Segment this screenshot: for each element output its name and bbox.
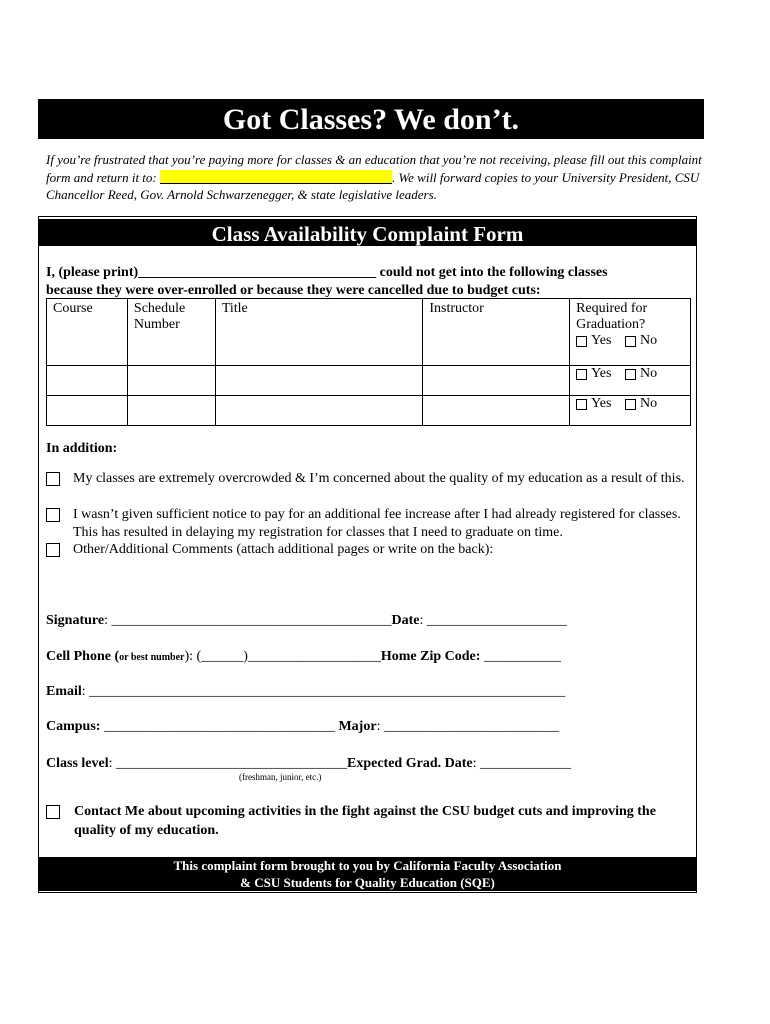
class-level-hint: (freshman, junior, etc.) bbox=[239, 772, 322, 782]
checkbox-icon[interactable] bbox=[46, 805, 60, 819]
checkbox-icon[interactable] bbox=[46, 543, 60, 557]
table-header-row bbox=[47, 299, 691, 366]
col-required bbox=[570, 299, 691, 366]
checkbox-icon[interactable] bbox=[46, 508, 60, 522]
yes-option[interactable]: Yes bbox=[576, 366, 611, 382]
checkbox-icon[interactable] bbox=[576, 336, 587, 347]
col-instructor: Instructor bbox=[423, 299, 570, 366]
intro-text bbox=[46, 151, 706, 204]
email-row[interactable]: Email: ____________________________________________________________________ bbox=[46, 684, 566, 699]
checkbox-icon[interactable] bbox=[625, 369, 636, 380]
intro-part2: . We will forward copies to your University President, CSU Chancellor Reed, Gov. Arnold Schwarzenegger, & state legislative leaders. bbox=[46, 169, 700, 202]
classes-table bbox=[46, 298, 691, 426]
reason-line: because they were over-enrolled or because they were cancelled due to budget cuts: bbox=[46, 283, 541, 298]
class-level-row[interactable]: Class level: _________________________________Expected Grad. Date: _____________ bbox=[46, 756, 571, 771]
cell-phone-row[interactable]: Cell Phone (or best number): (______)___________________Home Zip Code: ___________ bbox=[46, 649, 561, 664]
name-line[interactable]: I, (please print)__________________________________ could not get into the following classes bbox=[46, 265, 608, 280]
title-cell[interactable] bbox=[215, 396, 423, 426]
schedule-cell[interactable] bbox=[127, 396, 215, 426]
in-addition-heading: In addition: bbox=[46, 441, 118, 456]
no-option[interactable]: No bbox=[625, 333, 657, 349]
footer-credits: This complaint form brought to you by California Faculty Association & CSU Students for Quality Education (SQE) bbox=[39, 857, 696, 891]
required-label: Required for Graduation? bbox=[576, 301, 648, 332]
course-cell[interactable] bbox=[47, 366, 128, 396]
fee-notice-item[interactable]: I wasn’t given sufficient notice to pay for an additional fee increase after I had already registered for classes. This has resulted in delaying my registration for classes that I need to graduate on time. bbox=[46, 506, 691, 541]
contact-me-item[interactable]: Contact Me about upcoming activities in the fight against the CSU budget cuts and improving the quality of my education. bbox=[46, 803, 691, 840]
checkbox-icon[interactable] bbox=[576, 369, 587, 380]
checkbox-icon[interactable] bbox=[576, 399, 587, 410]
no-option[interactable]: No bbox=[625, 366, 657, 382]
yes-option[interactable]: Yes bbox=[576, 333, 611, 349]
checkbox-icon[interactable] bbox=[625, 399, 636, 410]
course-cell[interactable] bbox=[47, 396, 128, 426]
instructor-cell[interactable] bbox=[423, 366, 570, 396]
signature-row[interactable]: Signature: ________________________________________Date: ____________________ bbox=[46, 613, 567, 628]
col-course: Course bbox=[47, 299, 128, 366]
checkbox-icon[interactable] bbox=[625, 336, 636, 347]
yes-option[interactable]: Yes bbox=[576, 396, 611, 412]
campus-major-row[interactable]: Campus: _________________________________ Major: _________________________ bbox=[46, 719, 559, 734]
title-cell[interactable] bbox=[215, 366, 423, 396]
table-row bbox=[47, 396, 691, 426]
form-title: Class Availability Complaint Form bbox=[39, 219, 696, 246]
return-address-field[interactable] bbox=[160, 170, 392, 184]
no-option[interactable]: No bbox=[625, 396, 657, 412]
col-schedule-number: Schedule Number bbox=[127, 299, 215, 366]
col-title: Title bbox=[215, 299, 423, 366]
schedule-cell[interactable] bbox=[127, 366, 215, 396]
overcrowded-item[interactable]: My classes are extremely overcrowded & I’m concerned about the quality of my education as a result of this. bbox=[46, 470, 691, 488]
instructor-cell[interactable] bbox=[423, 396, 570, 426]
page-title: Got Classes? We don’t. bbox=[38, 99, 704, 139]
table-row bbox=[47, 366, 691, 396]
required-cell bbox=[570, 396, 691, 426]
intro-part1: If you’re frustrated that you’re paying more for classes & an education that you’re not receiving, please fill out this complaint form and return it to: bbox=[46, 152, 702, 185]
required-cell bbox=[570, 366, 691, 396]
other-comments-item[interactable]: Other/Additional Comments (attach additional pages or write on the back): bbox=[46, 541, 691, 559]
checkbox-icon[interactable] bbox=[46, 472, 60, 486]
required-options bbox=[576, 333, 684, 352]
